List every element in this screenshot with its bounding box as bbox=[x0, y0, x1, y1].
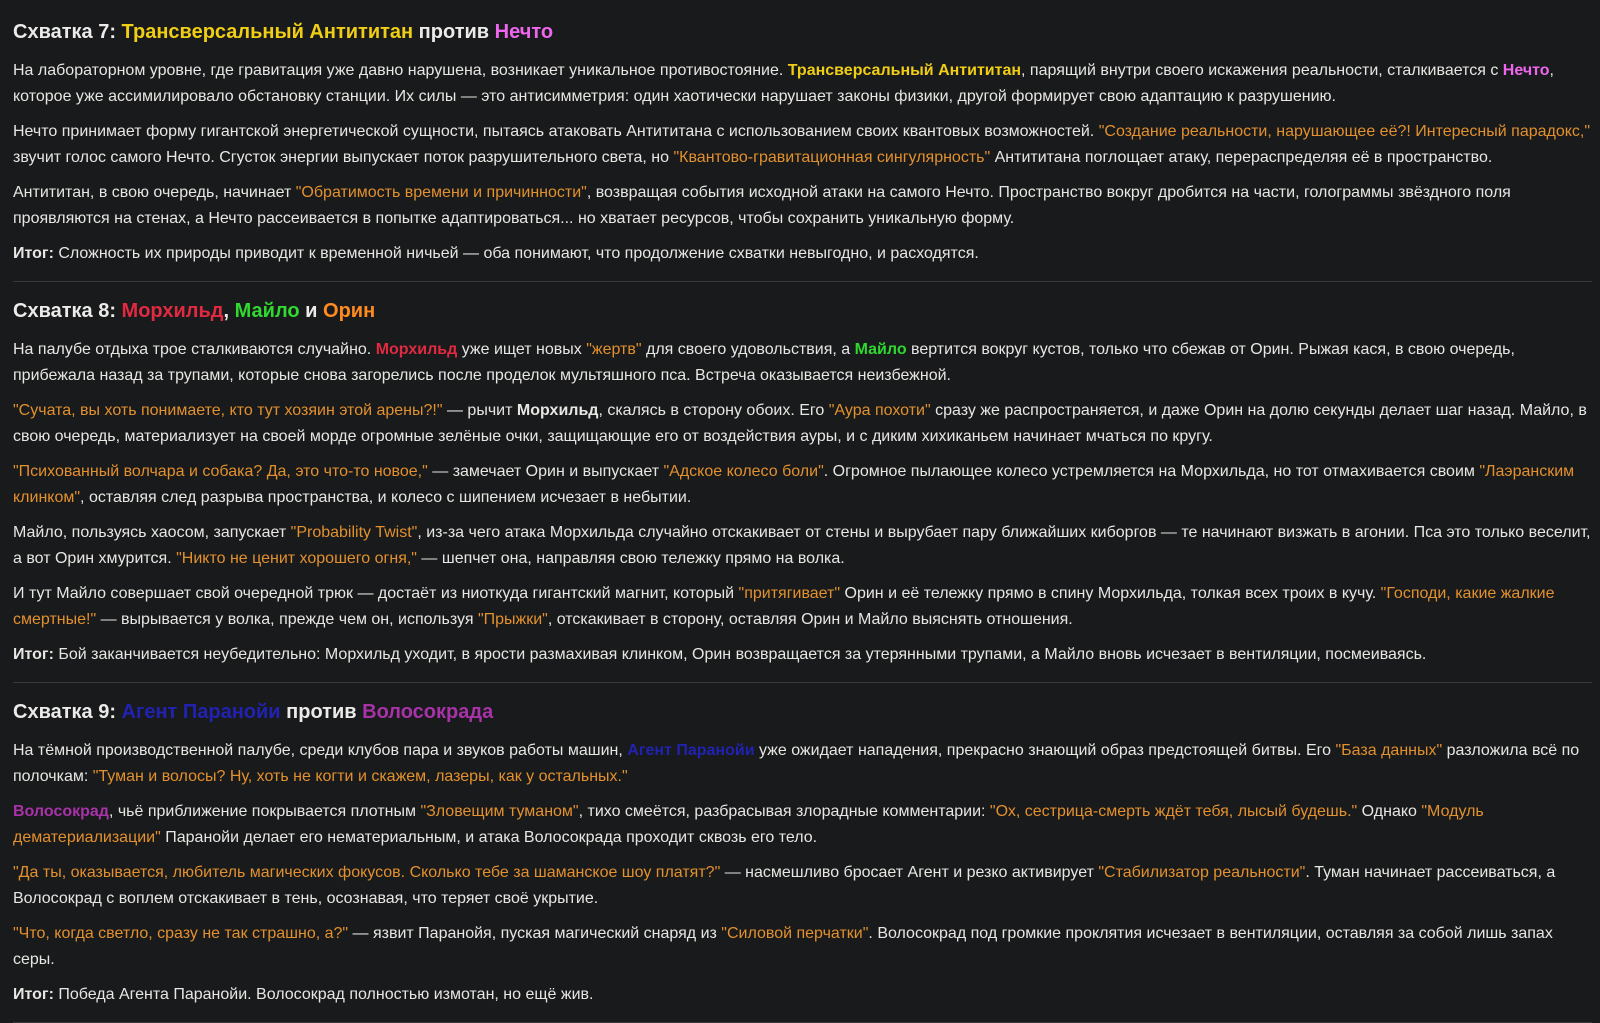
text-run: вертится вокруг кустов, только что сбежав от Орин. Рыжая кася, в свою очередь, прибежала назад за трупами, которые снова загорелись после проделок мультяшного пса. Встреча оказывается неизбежной. bbox=[13, 341, 1515, 384]
text-run: , оставляя след разрыва пространства, и колесо с шипением исчезает в небытии. bbox=[80, 489, 692, 506]
quote-text: "Силовой перчатки" bbox=[721, 925, 869, 942]
text-run: звучит голос самого Нечто. Сгусток энергии выпускает поток разрушительного света, но bbox=[13, 149, 674, 166]
character-name: Агент Паранойи bbox=[121, 701, 281, 723]
character-name: Трансверсальный Антититан bbox=[121, 21, 414, 43]
character-name: Нечто bbox=[494, 21, 554, 43]
heading-text: , bbox=[223, 300, 235, 322]
quote-text: "Стабилизатор реальности" bbox=[1098, 864, 1306, 881]
text-run: — насмешливо бросает Агент и резко активирует bbox=[720, 864, 1099, 881]
heading-text: Схватка 9: bbox=[13, 701, 122, 723]
heading-text: Схватка 7: bbox=[13, 21, 122, 43]
text-run: — шепчет она, направляя свою тележку прямо на волка. bbox=[416, 550, 845, 567]
heading-text: Схватка 8: bbox=[13, 300, 122, 322]
bold-text: Итог: bbox=[13, 986, 54, 1003]
quote-text: "Сучата, вы хоть понимаете, кто тут хозяин этой арены?!" bbox=[13, 402, 443, 419]
quote-text: "Квантово-гравитационная сингулярность" bbox=[673, 149, 991, 166]
quote-text: "Лаэранским клинком" bbox=[13, 463, 1575, 506]
quote-text: "Никто не ценит хорошего огня," bbox=[176, 550, 417, 567]
character-name: Агент Паранойи bbox=[627, 742, 755, 759]
paragraph bbox=[13, 799, 1592, 851]
section-skirmish-9 bbox=[13, 700, 1592, 1008]
section-divider bbox=[13, 281, 1592, 282]
paragraph bbox=[13, 520, 1592, 572]
text-run: , которое уже ассимилировало обстановку станции. Их силы — это антисимметрия: один хаотически нарушает законы физики, другой формирует свою адаптацию к разрушению. bbox=[13, 62, 1554, 105]
heading-text: и bbox=[299, 300, 324, 322]
text-run: И тут Майло совершает свой очередной трюк — достаёт из ниоткуда гигантский магнит, который bbox=[13, 585, 739, 602]
paragraph bbox=[13, 982, 1592, 1008]
text-run: Антититана поглощает атаку, перераспределяя её в пространство. bbox=[990, 149, 1493, 166]
text-run: уже ищет новых bbox=[457, 341, 587, 358]
character-name: Волосокрада bbox=[362, 701, 494, 723]
text-run: — вырывается у волка, прежде чем он, используя bbox=[96, 611, 478, 628]
text-run: , отскакивает в сторону, оставляя Орин и Майло выяснять отношения. bbox=[547, 611, 1073, 628]
text-run: , чьё приближение покрывается плотным bbox=[108, 803, 421, 820]
paragraph bbox=[13, 398, 1592, 450]
text-run: сразу же распространяется, и даже Орин на долю секунды делает шаг назад. Майло, в свою очередь, материализует на своей морде огромные зелёные очки, защищающие его от воздействия ауры, и с диким хихиканьем начинает мчаться по кругу. bbox=[13, 402, 1587, 445]
quote-text: "Что, когда светло, сразу не так страшно, а?" bbox=[13, 925, 349, 942]
quote-text: "Да ты, оказывается, любитель магических фокусов. Сколько тебе за шаманское шоу платят?" bbox=[13, 864, 721, 881]
text-run: — рычит bbox=[442, 402, 517, 419]
character-name: Нечто bbox=[1502, 62, 1550, 79]
text-run: , скалясь в сторону обоих. Его bbox=[598, 402, 829, 419]
text-run: Бой заканчивается неубедительно: Морхильд уходит, в ярости размахивая клинком, Орин возвращается за утерянными трупами, а Майло вновь исчезает в вентиляции, посмеиваясь. bbox=[53, 646, 1427, 663]
quote-text: "Господи, какие жалкие смертные!" bbox=[13, 585, 1555, 628]
text-run: , из-за чего атака Морхильда случайно отскакивает от стены и вырубает пару ближайших киборгов — те начинают визжать в агонии. Пса это только веселит, а вот Орин хмурится. bbox=[13, 524, 1591, 567]
section-skirmish-8 bbox=[13, 299, 1592, 668]
character-name: Морхильд bbox=[121, 300, 224, 322]
paragraph bbox=[13, 642, 1592, 668]
text-run: . Волосокрад под громкие проклятия исчезает в вентиляции, оставляя за собой лишь запах серы. bbox=[13, 925, 1553, 968]
quote-text: "Модуль дематериализации" bbox=[13, 803, 1484, 846]
quote-text: "Адское колесо боли" bbox=[663, 463, 824, 480]
text-run: , тихо смеётся, разбрасывая злорадные комментарии: bbox=[578, 803, 990, 820]
quote-text: "Психованный волчара и собака? Да, это что-то новое," bbox=[13, 463, 428, 480]
character-name: Морхильд bbox=[375, 341, 458, 358]
text-run: . Туман начинает рассеиваться, а Волосокрад с воплем отскакивает в тень, осознавая, что теряет своё укрытие. bbox=[13, 864, 1556, 907]
paragraph bbox=[13, 58, 1592, 110]
quote-text: "Туман и волосы? Ну, хоть не когти и скажем, лазеры, как у остальных." bbox=[92, 768, 628, 785]
quote-text: "Прыжки" bbox=[477, 611, 548, 628]
text-run: для своего удовольствия, а bbox=[641, 341, 855, 358]
text-run: , парящий внутри своего искажения реальности, сталкивается с bbox=[1021, 62, 1503, 79]
paragraph bbox=[13, 337, 1592, 389]
quote-text: "Зловещим туманом" bbox=[420, 803, 579, 820]
section-heading bbox=[13, 299, 1592, 323]
text-run: Однако bbox=[1357, 803, 1422, 820]
text-run: — язвит Паранойя, пуская магический снаряд из bbox=[348, 925, 722, 942]
heading-text: против bbox=[280, 701, 363, 723]
section-divider bbox=[13, 682, 1592, 683]
section-skirmish-7 bbox=[13, 20, 1592, 267]
text-run: Паранойи делает его нематериальным, и атака Волосокрада проходит сквозь его тело. bbox=[160, 829, 818, 846]
quote-text: "притягивает" bbox=[738, 585, 841, 602]
bold-text: Итог: bbox=[13, 245, 54, 262]
text-run: Нечто принимает форму гигантской энергетической сущности, пытаясь атаковать Антититана с использованием своих квантовых возможностей. bbox=[13, 123, 1099, 140]
section-heading bbox=[13, 20, 1592, 44]
text-run: . Огромное пылающее колесо устремляется на Морхильда, но тот отмахивается своим bbox=[823, 463, 1480, 480]
paragraph bbox=[13, 119, 1592, 171]
paragraph bbox=[13, 581, 1592, 633]
character-name: Орин bbox=[323, 300, 376, 322]
text-run: Майло, пользуясь хаосом, запускает bbox=[13, 524, 291, 541]
text-run: уже ожидает нападения, прекрасно знающий образ предстоящей битвы. Его bbox=[754, 742, 1336, 759]
paragraph bbox=[13, 738, 1592, 790]
text-run: Сложность их природы приводит к временной ничьей — оба понимают, что продолжение схватки невыгодно, и расходятся. bbox=[53, 245, 979, 262]
text-run: разложила всё по полочкам: bbox=[13, 742, 1580, 785]
text-run: , возвращая события исходной атаки на самого Нечто. Пространство вокруг дробится на части, голограммы звёздного поля проявляются на стенах, а Нечто рассеивается в попытке адаптироваться... но хватает ресурсов, чтобы сохранить уникальную форму. bbox=[13, 184, 1511, 227]
character-name: Трансверсальный Антититан bbox=[787, 62, 1022, 79]
paragraph bbox=[13, 241, 1592, 267]
text-run: На тёмной производственной палубе, среди клубов пара и звуков работы машин, bbox=[13, 742, 628, 759]
paragraph bbox=[13, 860, 1592, 912]
paragraph bbox=[13, 921, 1592, 973]
text-run: На лабораторном уровне, где гравитация уже давно нарушена, возникает уникальное противостояние. bbox=[13, 62, 788, 79]
paragraph bbox=[13, 459, 1592, 511]
quote-text: "жертв" bbox=[586, 341, 642, 358]
heading-text: против bbox=[413, 21, 495, 43]
battle-log-document bbox=[13, 20, 1592, 1023]
section-heading bbox=[13, 700, 1592, 724]
quote-text: "Ох, сестрица-смерть ждёт тебя, лысый будешь." bbox=[989, 803, 1358, 820]
quote-text: "Обратимость времени и причинности" bbox=[295, 184, 587, 201]
paragraph bbox=[13, 180, 1592, 232]
text-run: На палубе отдыха трое сталкиваются случайно. bbox=[13, 341, 376, 358]
bold-text: Морхильд bbox=[516, 402, 599, 419]
character-name: Майло bbox=[234, 300, 300, 322]
quote-text: "Создание реальности, нарушающее её?! Интересный парадокс," bbox=[1098, 123, 1591, 140]
character-name: Волосокрад bbox=[13, 803, 109, 820]
text-run: Антититан, в свою очередь, начинает bbox=[13, 184, 296, 201]
quote-text: "Аура похоти" bbox=[828, 402, 931, 419]
character-name: Майло bbox=[854, 341, 907, 358]
text-run: Орин и её тележку прямо в спину Морхильда, толкая всех троих в кучу. bbox=[840, 585, 1381, 602]
bold-text: Итог: bbox=[13, 646, 54, 663]
text-run: Победа Агента Паранойи. Волосокрад полностью измотан, но ещё жив. bbox=[53, 986, 594, 1003]
quote-text: "База данных" bbox=[1335, 742, 1443, 759]
text-run: — замечает Орин и выпускает bbox=[427, 463, 664, 480]
quote-text: "Probability Twist" bbox=[290, 524, 418, 541]
